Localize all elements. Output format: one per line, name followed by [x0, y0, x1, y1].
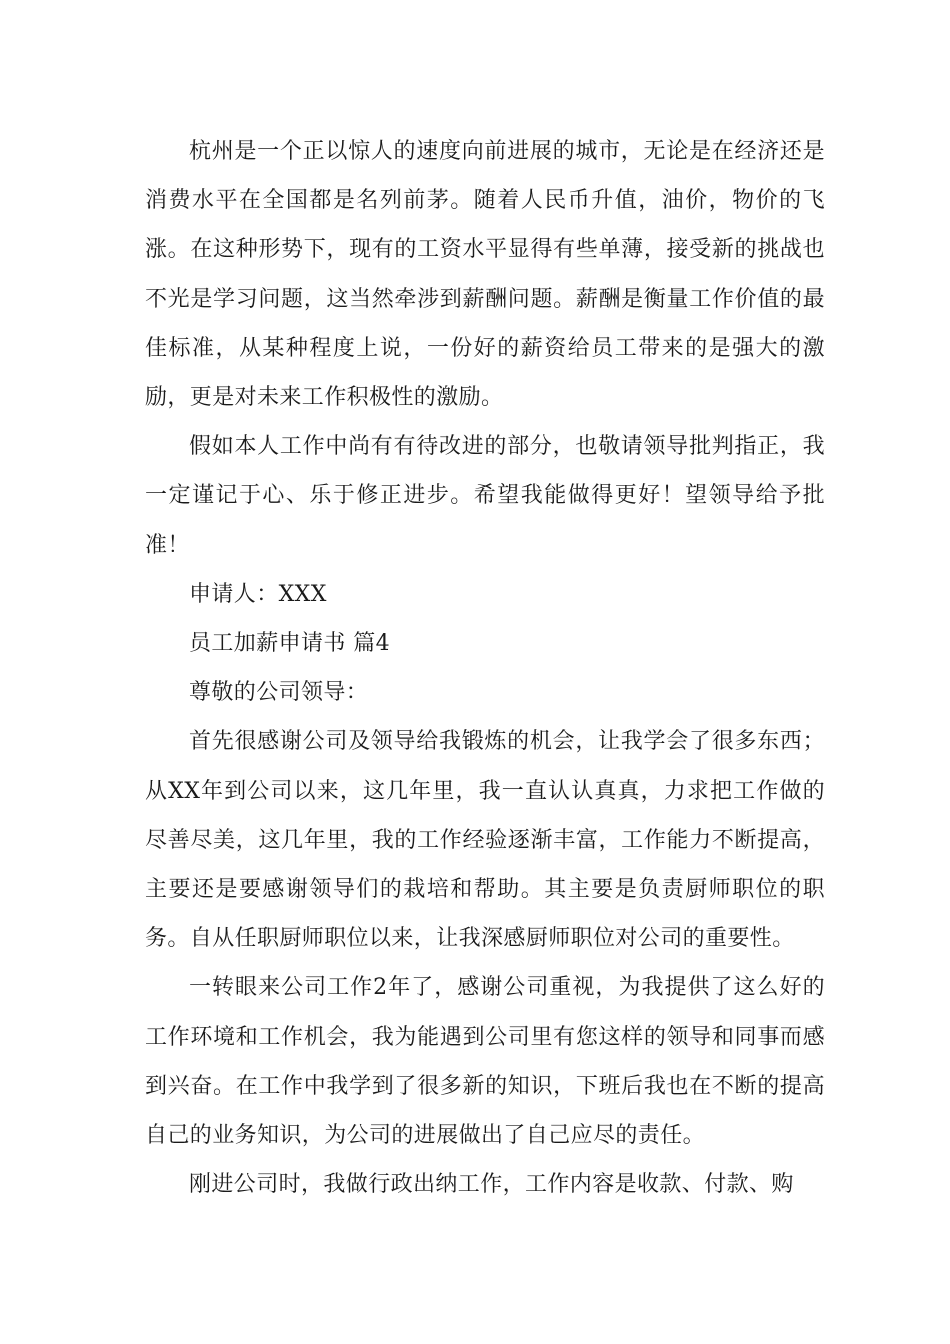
applicant-line: 申请人：XXX	[189, 581, 327, 607]
paragraph-thanks: 首先很感谢公司及领导给我锻炼的机会，让我学会了很多东西；从XX年到公司以来，这几年里，我一直认认真真，力求把工作做的尽善尽美，这几年里，我的工作经验逐渐丰富，工作能力不断提高，主要还是要感谢领导们的栽培和帮助。其主要是负责厨师职位的职务。自从任职厨师职位以来，让我深感厨师职位对公司的重要性。	[145, 729, 825, 952]
section-title: 员工加薪申请书 篇4	[189, 631, 390, 657]
paragraph-hangzhou-salary: 杭州是一个正以惊人的速度向前进展的城市，无论是在经济还是消费水平在全国都是名列前茅。随着人民币升值，油价，物价的飞涨。在这种形势下，现有的工资水平显得有些单薄，接受新的挑战也不光是学习问题，这当然牵涉到薪酬问题。薪酬是衡量工作价值的最佳标准，从某种程度上说，一份好的薪资给员工带来的是强大的激励，更是对未来工作积极性的激励。	[145, 139, 825, 411]
document-body	[145, 127, 825, 1209]
paragraph-request-approval: 假如本人工作中尚有有待改进的部分，也敬请领导批判指正，我一定谨记于心、乐于修正进步。希望我能做得更好！望领导给予批准！	[145, 434, 825, 558]
paragraph-two-years: 一转眼来公司工作2年了，感谢公司重视，为我提供了这么好的工作环境和工作机会，我为能遇到公司里有您这样的领导和同事而感到兴奋。在工作中我学到了很多新的知识，下班后我也在不断的提高自己的业务知识，为公司的进展做出了自己应尽的责任。	[145, 975, 825, 1149]
salutation: 尊敬的公司领导：	[189, 680, 369, 706]
paragraph-cashier-work: 刚进公司时，我做行政出纳工作，工作内容是收款、付款、购	[189, 1172, 794, 1198]
